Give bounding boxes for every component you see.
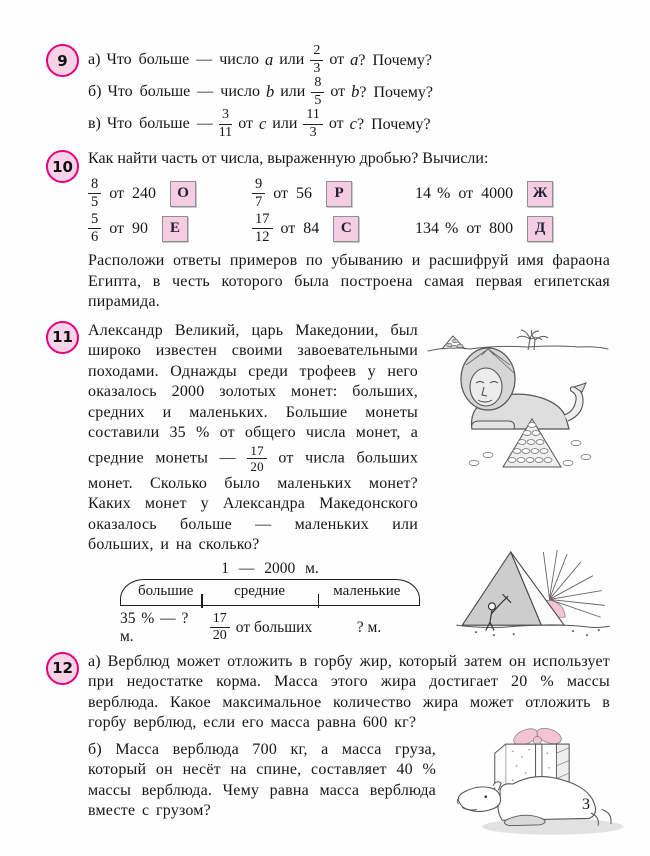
text: Что больше —	[106, 115, 213, 132]
problem-11-badge: 11	[46, 321, 79, 354]
text: от	[280, 219, 296, 237]
calc-item	[88, 212, 252, 245]
fraction: $\frac{17}{20}$	[210, 612, 230, 644]
problem-12-badge: 12	[46, 652, 79, 685]
problem-11	[46, 321, 610, 646]
text: от	[458, 184, 474, 202]
calc-row-2	[88, 211, 610, 246]
text: от числа больших монет. Сколько было маленьких монет? Каких монет у Александра Македонского оказалось больше — маленьких или больших, и на сколько?	[88, 449, 419, 554]
number: 4000	[481, 184, 514, 202]
problem-10-intro: Как найти часть от числа, выраженную дробью? Вычисли:	[88, 150, 489, 167]
small-coins-label: ? м.	[356, 618, 382, 636]
fraction: $\frac{3}{11}$	[218, 106, 233, 140]
problem-9	[46, 44, 610, 140]
text: от	[328, 115, 344, 132]
coins-bar-diagram	[120, 560, 420, 646]
answer-letter-box: О	[170, 181, 196, 207]
calc-row-1	[88, 176, 610, 211]
text: от	[238, 115, 253, 132]
fraction: $\frac{5}{6}$	[88, 212, 101, 245]
diagram-capsule	[120, 579, 420, 606]
pyramid-illustration	[456, 546, 610, 641]
text: от	[466, 219, 482, 237]
text: Что больше — число	[106, 51, 259, 68]
calc-item	[415, 216, 610, 242]
diagram-total-label: 1 — 2000 м.	[221, 559, 319, 577]
answer-letter-box: С	[333, 216, 359, 242]
divider-tick	[201, 594, 203, 608]
calc-item	[252, 212, 415, 245]
number: 84	[303, 219, 320, 237]
segment-label-big: большие	[137, 582, 194, 599]
segment-label-small: маленькие	[333, 582, 401, 599]
text: от	[330, 83, 346, 100]
problem-12-part-b: б) Масса верблюда 700 кг, а масса груза, который он несёт на спине, составляет 40 % массы верблюда. Чему равна масса верблюда вместе с грузом?	[88, 740, 436, 820]
calc-item	[252, 177, 415, 210]
problem-12	[46, 652, 610, 822]
problem-9-badge: 9	[46, 44, 79, 77]
text: c? Почему?	[349, 114, 431, 133]
problem-10-badge: 10	[46, 150, 79, 183]
text: от	[109, 184, 125, 202]
text: от	[109, 219, 125, 237]
fraction: $\frac{8}{5}$	[88, 177, 101, 210]
problem-12-part-a: а) Верблюд может отложить в горбу жир, который затем он использует при недостатке корма. Масса этого жира достигает 20 % массы верблюда. Какое максимальное количество жира может отложить в горбу верблюд, если его масса равна 600 кг?	[88, 652, 610, 732]
number: 240	[132, 184, 157, 202]
part-label: а)	[88, 51, 101, 68]
problem-11-diagram-row	[88, 560, 610, 646]
text: Александр Великий, царь Македонии, был широко известен своими завоевательными походами. Однажды среди трофеев у него оказалось 2000 золотых монет: больших, средних и маленьких. Большие монеты составили 35 % от общего числа монет, а средние монеты —	[88, 321, 418, 467]
text: или	[272, 115, 298, 132]
sphinx-illustration	[426, 321, 610, 519]
fraction: $\frac{17}{12}$	[252, 212, 273, 245]
problem-9-part-v	[88, 108, 610, 140]
calc-item	[88, 177, 252, 210]
variable: a	[264, 50, 274, 69]
answer-letter-box: Ж	[527, 181, 553, 207]
page-number: 3	[582, 796, 590, 813]
answer-letter-box: Е	[162, 216, 188, 242]
part-label: б)	[88, 83, 102, 100]
problem-9-part-b	[88, 76, 610, 108]
variable: b	[265, 82, 275, 101]
mid-coins-label	[204, 612, 318, 644]
percent: 14 %	[415, 184, 451, 202]
problem-9-part-a	[88, 44, 610, 76]
divider-tick	[318, 594, 320, 608]
problem-11-body	[88, 321, 610, 646]
fraction: $\frac{2}{3}$	[310, 44, 323, 76]
number: 56	[296, 184, 313, 202]
problem-10-outro: Расположи ответы примеров по убыванию и расшифруй имя фараона Египта, в честь которого была построена самая первая египетская пирамида.	[88, 252, 610, 310]
text: или	[280, 83, 306, 100]
number: 800	[489, 219, 514, 237]
variable: c	[258, 114, 267, 133]
part-label: в)	[88, 115, 101, 132]
fraction: $\frac{9}{7}$	[252, 177, 265, 210]
text: от	[273, 184, 289, 202]
fraction: $\frac{17}{20}$	[247, 444, 266, 474]
text: a? Почему?	[350, 50, 432, 69]
answer-letter-box: Д	[527, 216, 553, 242]
answer-letter-box: Р	[326, 181, 352, 207]
big-coins-label: 35 % — ? м.	[120, 609, 189, 645]
text: от	[329, 51, 345, 68]
problem-10	[46, 150, 610, 313]
calc-item	[415, 181, 610, 207]
camel-illustration	[440, 726, 642, 842]
text: b? Почему?	[351, 82, 433, 101]
problem-12-part-b-block	[88, 740, 610, 822]
segment-label-mid: средние	[234, 582, 286, 599]
fraction: $\frac{8}{5}$	[311, 76, 324, 108]
text: или	[279, 51, 305, 68]
diagram-sub-row	[120, 610, 420, 646]
text: от больших	[235, 618, 313, 636]
percent: 134 %	[415, 219, 459, 237]
number: 90	[132, 219, 149, 237]
text: Что больше — число	[107, 83, 260, 100]
fraction: $\frac{11}{3}$	[303, 108, 322, 140]
